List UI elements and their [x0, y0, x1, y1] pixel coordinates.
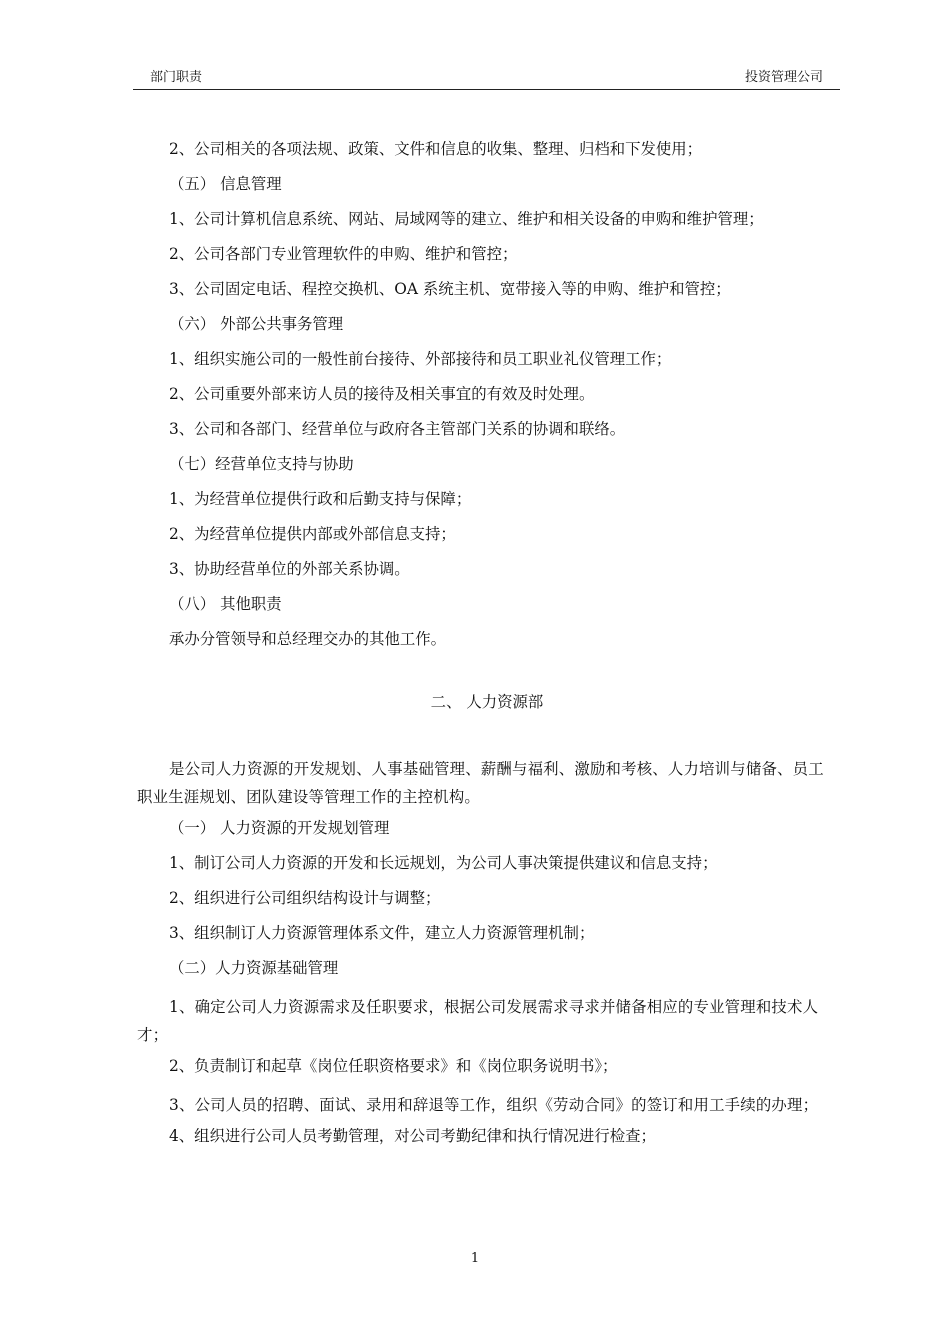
text-paragraph: 3、公司人员的招聘、面试、录用和辞退等工作，组织《劳动合同》的签订和用工手续的办理；	[169, 1096, 819, 1114]
text-line: 3、公司固定电话、程控交换机、OA 系统主机、宽带接入等的申购、维护和管控；	[169, 280, 731, 298]
text-line: 3、公司和各部门、经营单位与政府各主管部门关系的协调和联络。	[169, 420, 626, 438]
text-line: 2、组织进行公司组织结构设计与调整；	[169, 889, 441, 907]
text-paragraph: 1、确定公司人力资源需求及任职要求，根据公司发展需求寻求并储备相应的专业管理和技术人才；	[137, 998, 819, 1044]
text-line: 4、组织进行公司人员考勤管理，对公司考勤纪律和执行情况进行检查；	[169, 1127, 656, 1145]
text-line: 2、负责制订和起草《岗位任职资格要求》和《岗位职务说明书》；	[169, 1057, 618, 1075]
text-line: 1、制订公司人力资源的开发和长远规划，为公司人事决策提供建议和信息支持；	[169, 854, 718, 872]
text-line: 1、为经营单位提供行政和后勤支持与保障；	[169, 490, 472, 508]
document-body	[137, 139, 837, 1161]
section-intro: 是公司人力资源的开发规划、人事基础管理、薪酬与福利、激励和考核、人力培训与储备、员工职业生涯规划、团队建设等管理工作的主控机构。	[137, 760, 824, 806]
text-line: 2、为经营单位提供内部或外部信息支持；	[169, 525, 456, 543]
text-line: 1、公司计算机信息系统、网站、局域网等的建立、维护和相关设备的申购和维护管理；	[169, 210, 764, 228]
subsection-heading: （二）人力资源基础管理	[169, 959, 339, 977]
text-line: 2、公司各部门专业管理软件的申购、维护和管控；	[169, 245, 518, 263]
header-department-label: 部门职责	[150, 70, 203, 85]
subsection-heading: （一） 人力资源的开发规划管理	[169, 819, 390, 837]
subsection-heading: （六） 外部公共事务管理	[169, 315, 344, 333]
text-line: 2、公司重要外部来访人员的接待及相关事宜的有效及时处理。	[169, 385, 595, 403]
page-header	[133, 68, 840, 90]
subsection-heading: （七）经营单位支持与协助	[169, 455, 354, 473]
section-title: 二、 人力资源部	[430, 693, 544, 711]
text-line: 3、协助经营单位的外部关系协调。	[169, 560, 410, 578]
text-line: 2、公司相关的各项法规、政策、文件和信息的收集、整理、归档和下发使用；	[169, 140, 703, 158]
subsection-heading: （八） 其他职责	[169, 595, 282, 613]
text-line: 3、组织制订人力资源管理体系文件，建立人力资源管理机制；	[169, 924, 595, 942]
page-number: 1	[470, 1251, 480, 1266]
header-company-label: 投资管理公司	[744, 70, 823, 85]
text-line: 1、组织实施公司的一般性前台接待、外部接待和员工职业礼仪管理工作；	[169, 350, 672, 368]
text-line: 承办分管领导和总经理交办的其他工作。	[169, 630, 447, 648]
subsection-heading: （五） 信息管理	[169, 175, 282, 193]
